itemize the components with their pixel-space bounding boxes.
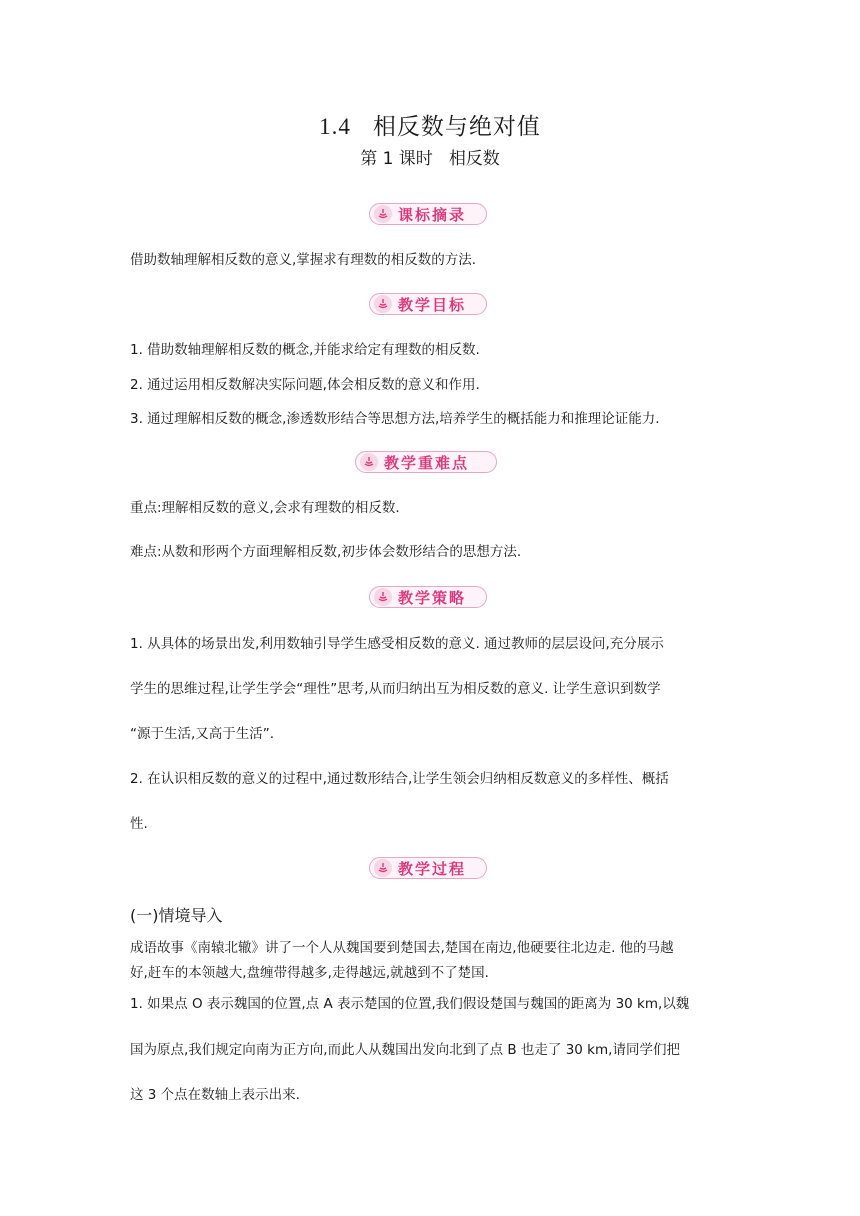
- swirl-book-icon: [360, 453, 378, 471]
- page-subtitle: [0, 144, 860, 169]
- key-point-text: 重点:理解相反数的意义,会求有理数的相反数.: [130, 500, 400, 516]
- story-line: 成语故事《南辕北辙》讲了一个人从魏国要到楚国去,楚国在南边,他硬要往北边走. 他的马越: [130, 940, 674, 956]
- goal-item: 3. 通过理解相反数的概念,渗透数形结合等思想方法,培养学生的概括能力和推理论证能力.: [130, 411, 660, 427]
- standards-badge: [369, 203, 487, 225]
- page-title: [0, 108, 860, 141]
- swirl-book-icon: [374, 588, 392, 606]
- question-line: 1. 如果点 O 表示魏国的位置,点 A 表示楚国的位置,我们假设楚国与魏国的距离为 30 km,以魏: [130, 996, 690, 1012]
- story-line: 好,赶车的本领越大,盘缠带得越多,走得越远,就越到不了楚国.: [130, 965, 489, 981]
- strategy-line: 1. 从具体的场景出发,利用数轴引导学生感受相反数的意义. 通过教师的层层设问,充分展示: [130, 636, 664, 652]
- goal-item: 2. 通过运用相反数解决实际问题,体会相反数的意义和作用.: [130, 377, 480, 393]
- lesson-label: 第 1 课时: [360, 149, 433, 169]
- standards-text: 借助数轴理解相反数的意义,掌握求有理数的相反数的方法.: [130, 252, 477, 268]
- goal-item: 1. 借助数轴理解相反数的概念,并能求给定有理数的相反数.: [130, 342, 480, 358]
- section-number: 1.4: [319, 114, 351, 139]
- question-line: 国为原点,我们规定向南为正方向,而此人从魏国出发向北到了点 B 也走了 30 km,请同学们把: [130, 1042, 680, 1058]
- difficulty-text: 难点:从数和形两个方面理解相反数,初步体会数形结合的思想方法.: [130, 544, 522, 560]
- question-line: 这 3 个点在数轴上表示出来.: [130, 1087, 300, 1103]
- process-badge-label: 教学过程: [398, 859, 467, 878]
- strategy-badge: [369, 586, 487, 608]
- part-title: (一)情境导入: [130, 906, 223, 925]
- lesson-topic: 相反数: [448, 149, 500, 169]
- swirl-book-icon: [374, 859, 392, 877]
- process-badge: [369, 857, 487, 879]
- strategy-line: 性.: [130, 816, 148, 832]
- swirl-book-icon: [374, 295, 392, 313]
- title-text: 相反数与绝对值: [372, 114, 541, 140]
- strategy-line: 学生的思维过程,让学生学会“理性”思考,从而归纳出互为相反数的意义. 让学生意识到数学: [130, 681, 661, 697]
- swirl-book-icon: [374, 205, 392, 223]
- strategy-line: “源于生活,又高于生活”.: [130, 726, 275, 742]
- key-points-badge-label: 教学重难点: [384, 453, 470, 472]
- strategy-line: 2. 在认识相反数的意义的过程中,通过数形结合,让学生领会归纳相反数意义的多样性、概括: [130, 771, 669, 787]
- standards-badge-label: 课标摘录: [398, 205, 467, 224]
- strategy-badge-label: 教学策略: [398, 588, 467, 607]
- goals-badge: [369, 293, 487, 315]
- key-points-badge: [355, 451, 497, 473]
- goals-badge-label: 教学目标: [398, 295, 467, 314]
